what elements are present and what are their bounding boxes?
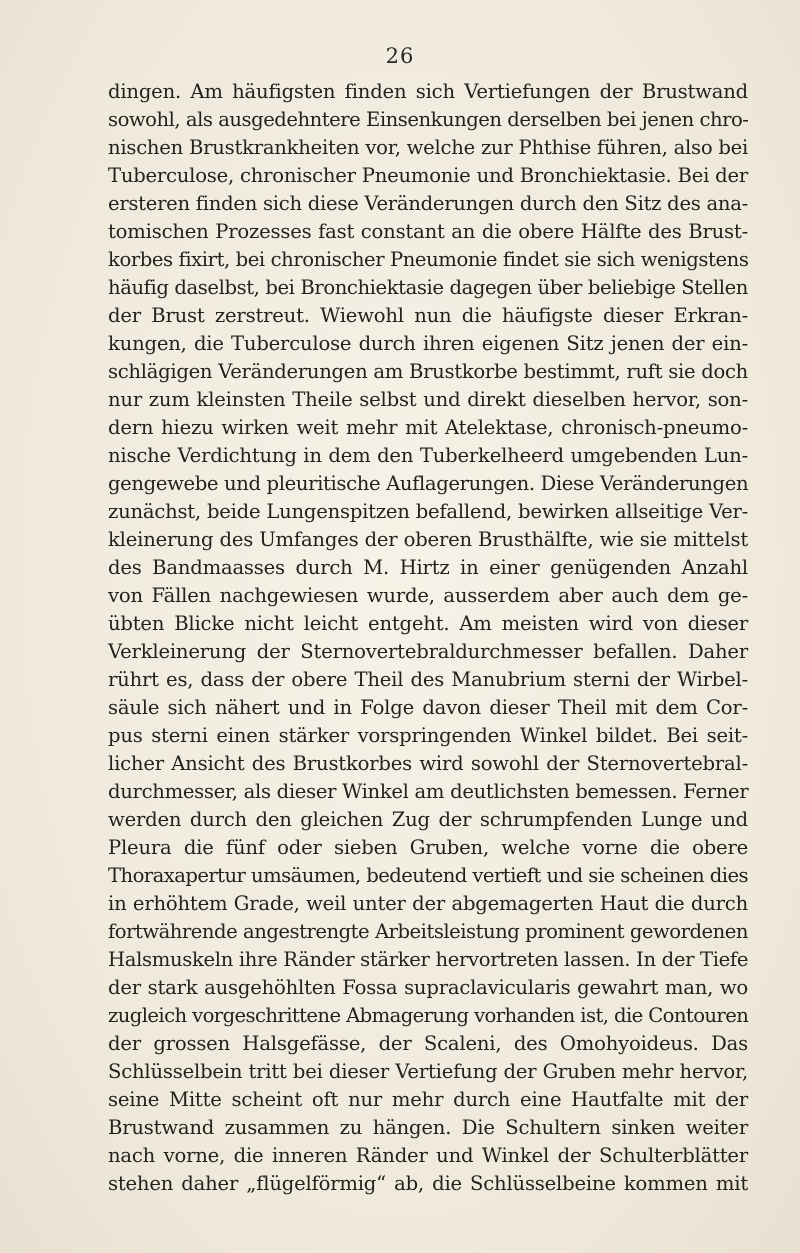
text-line: ersteren finden sich diese Veränderungen durch den Sitz des ana- (108, 192, 748, 215)
text-line: nische Verdichtung in dem den Tuberkelheerd umgebenden Lun- (108, 444, 748, 467)
text-line: schlägigen Veränderungen am Brustkorbe bestimmt, ruft sie doch (108, 360, 748, 383)
text-line: Thoraxapertur umsäumen, bedeutend vertieft und sie scheinen dies (108, 864, 748, 887)
text-line: licher Ansicht des Brustkorbes wird sowohl der Sternovertebral- (108, 752, 748, 775)
text-line: seine Mitte scheint oft nur mehr durch eine Hautfalte mit der (108, 1088, 748, 1111)
text-line: tomischen Prozesses fast constant an die obere Hälfte des Brust- (108, 220, 748, 243)
text-line: Halsmuskeln ihre Ränder stärker hervortreten lassen. In der Tiefe (108, 948, 749, 971)
text-line: der stark ausgehöhlten Fossa supraclavicularis gewahrt man, wo (108, 976, 748, 999)
text-line: nischen Brustkrankheiten vor, welche zur Phthise führen, also bei (108, 136, 749, 159)
text-line: gengewebe und pleuritische Auflagerungen. Diese Veränderungen (108, 472, 749, 495)
body-text (108, 78, 748, 1198)
text-line: säule sich nähert und in Folge davon dieser Theil mit dem Cor- (108, 696, 748, 719)
text-line: pus sterni einen stärker vorspringenden Winkel bildet. Bei seit- (108, 724, 748, 747)
text-line: kungen, die Tuberculose durch ihren eigenen Sitz jenen der ein- (108, 332, 748, 355)
text-line: Tuberculose, chronischer Pneumonie und Bronchiektasie. Bei der (108, 164, 748, 187)
text-line: Verkleinerung der Sternovertebraldurchmesser befallen. Daher (108, 640, 748, 663)
text-line: sowohl, als ausgedehntere Einsenkungen derselben bei jenen chro- (108, 108, 749, 131)
text-line: kleinerung des Umfanges der oberen Brusthälfte, wie sie mittelst (108, 528, 748, 551)
text-line: von Fällen nachgewiesen wurde, ausserdem aber auch dem ge- (108, 584, 748, 607)
text-line: fortwährende angestrengte Arbeitsleistung prominent gewordenen (108, 920, 748, 943)
text-line: in erhöhtem Grade, weil unter der abgemagerten Haut die durch (108, 892, 748, 915)
text-line: Pleura die fünf oder sieben Gruben, welche vorne die obere (108, 836, 748, 859)
text-line: durchmesser, als dieser Winkel am deutlichsten bemessen. Ferner (108, 780, 749, 803)
text-line: Brustwand zusammen zu hängen. Die Schultern sinken weiter (108, 1116, 748, 1139)
text-line: zugleich vorgeschrittene Abmagerung vorhanden ist, die Contouren (108, 1004, 749, 1027)
text-line: der grossen Halsgefässe, der Scaleni, des Omohyoideus. Das (108, 1032, 748, 1055)
text-line: häufig daselbst, bei Bronchiektasie dagegen über beliebige Stellen (108, 276, 748, 299)
text-line: nach vorne, die inneren Ränder und Winkel der Schulterblätter (108, 1144, 748, 1167)
text-line: rührt es, dass der obere Theil des Manubrium sterni der Wirbel- (108, 668, 748, 691)
text-line: werden durch den gleichen Zug der schrumpfenden Lunge und (108, 808, 748, 831)
text-line: stehen daher „flügelförmig“ ab, die Schlüsselbeine kommen mit (108, 1172, 748, 1195)
text-line: dingen. Am häufigsten finden sich Vertiefungen der Brustwand (108, 80, 748, 103)
text-line: zunächst, beide Lungenspitzen befallend, bewirken allseitige Ver- (108, 500, 748, 523)
text-line: Schlüsselbein tritt bei dieser Vertiefung der Gruben mehr hervor, (108, 1060, 748, 1083)
text-line: dern hiezu wirken weit mehr mit Atelektase, chronisch-pneumo- (108, 416, 748, 439)
text-line: des Bandmaasses durch M. Hirtz in einer genügenden Anzahl (108, 556, 748, 579)
text-line: der Brust zerstreut. Wiewohl nun die häufigste dieser Erkran- (108, 304, 748, 327)
text-line: nur zum kleinsten Theile selbst und direkt dieselben hervor, son- (108, 388, 748, 411)
page-number: 26 (385, 44, 415, 68)
text-line: übten Blicke nicht leicht entgeht. Am meisten wird von dieser (108, 612, 748, 635)
text-line: korbes fixirt, bei chronischer Pneumonie findet sie sich wenigstens (108, 248, 749, 271)
